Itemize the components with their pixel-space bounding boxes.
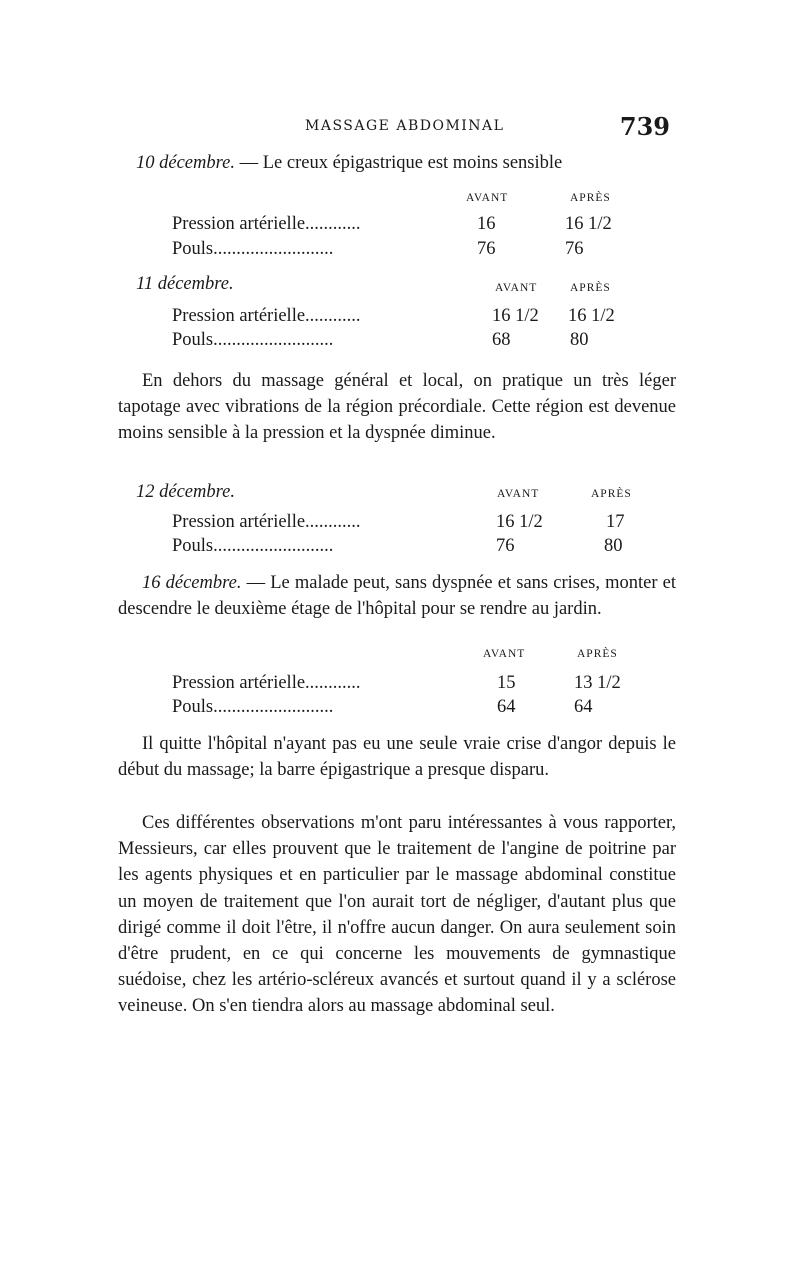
running-title: MASSAGE ABDOMINAL	[305, 118, 505, 134]
table-row	[172, 306, 692, 330]
row-label: Pouls..........................	[172, 697, 334, 717]
table-row	[172, 239, 692, 263]
column-header-avant: AVANT	[497, 488, 540, 500]
row-label: Pression artérielle............	[172, 673, 361, 693]
value-avant: 16	[477, 214, 496, 234]
value-avant: 76	[477, 239, 496, 259]
value-avant: 16 1/2	[492, 306, 539, 326]
row-label: Pression artérielle............	[172, 214, 361, 234]
table-row	[172, 673, 692, 697]
column-header-avant: AVANT	[495, 282, 538, 294]
table-row	[172, 214, 692, 238]
value-apres: 80	[604, 536, 623, 556]
paragraph	[118, 810, 676, 1020]
table-row	[172, 330, 692, 354]
table-row	[172, 536, 692, 560]
column-header-apres: APRÈS	[570, 192, 611, 204]
column-header-avant: AVANT	[466, 192, 509, 204]
row-label: Pouls..........................	[172, 536, 334, 556]
row-label: Pression artérielle............	[172, 512, 361, 532]
paragraph-text: Il quitte l'hôpital n'ayant pas eu une seule vraie crise d'angor depuis le début du massage; la barre épigastrique a presque disparu.	[118, 734, 676, 781]
row-label: Pouls..........................	[172, 330, 334, 350]
column-header-apres: APRÈS	[591, 488, 632, 500]
paragraph-text: — Le malade peut, sans dyspnée et sans crises, monter et descendre le deuxième étage de l'hôpital pour se rendre au jardin.	[118, 573, 677, 620]
paragraph	[118, 368, 676, 447]
entry-text: — Le creux épigastrique est moins sensible	[234, 153, 563, 173]
entry-date: 16 décembre.	[142, 573, 242, 593]
entry-date: 11 décembre.	[136, 274, 234, 294]
value-apres: 16 1/2	[565, 214, 612, 234]
value-apres: 76	[565, 239, 584, 259]
paragraph	[118, 731, 676, 783]
value-avant: 16 1/2	[496, 512, 543, 532]
page-number: 739	[619, 112, 670, 141]
paragraph-text: En dehors du massage général et local, on pratique un très léger tapotage avec vibrations de la région précordiale. Cette région est devenue moins sensible à la pression et la dyspnée diminue.	[118, 371, 676, 444]
value-avant: 68	[492, 330, 511, 350]
page-header	[120, 112, 680, 144]
value-avant: 15	[497, 673, 516, 693]
entry-date: 10 décembre.	[136, 153, 235, 173]
value-apres: 17	[606, 512, 625, 532]
value-apres: 16 1/2	[568, 306, 615, 326]
value-apres: 13 1/2	[574, 673, 621, 693]
value-apres: 64	[574, 697, 593, 717]
value-avant: 76	[496, 536, 515, 556]
value-avant: 64	[497, 697, 516, 717]
value-apres: 80	[570, 330, 589, 350]
paragraph	[118, 570, 676, 622]
column-header-avant: AVANT	[483, 648, 526, 660]
paragraph-text: Ces différentes observations m'ont paru intéressantes à vous rapporter, Messieurs, car elles prouvent que le traitement de l'angine de poitrine par les agents physiques et en particulier par le massage abdominal constitue un moyen de traitement que l'on aurait tort de négliger, d'autant plus que dirigé comme il doit l'être, il n'offre aucun danger. On aura seulement soin d'être prudent, en ce qui concerne les mouvements de gymnastique suédoise, chez les artério-scléreux avancés et surtout quand il y a sclérose veineuse. On s'en tiendra alors au massage abdominal seul.	[118, 813, 676, 1017]
entry-10-decembre-line	[118, 150, 676, 176]
column-header-apres: APRÈS	[577, 648, 618, 660]
column-header-apres: APRÈS	[570, 282, 611, 294]
row-label: Pression artérielle............	[172, 306, 361, 326]
entry-date: 12 décembre.	[136, 482, 235, 502]
table-row	[172, 697, 692, 721]
table-row	[172, 512, 692, 536]
row-label: Pouls..........................	[172, 239, 334, 259]
